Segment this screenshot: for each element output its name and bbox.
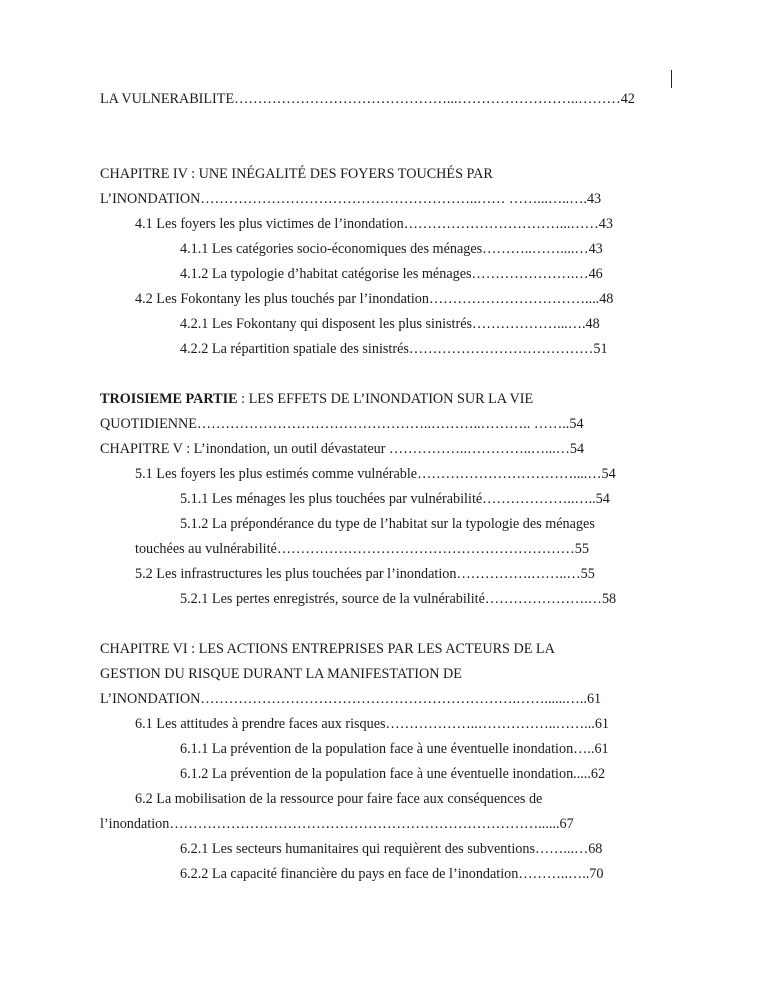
toc-chapter-6-title-cont-1: GESTION DU RISQUE DURANT LA MANIFESTATION DE: [100, 666, 462, 682]
toc-section-4-2: 4.2 Les Fokontany les plus touchés par l’inondation……………………………....48: [135, 291, 614, 307]
toc-section-5-1: 5.1 Les foyers les plus estimés comme vulnérable……………………………....…54: [135, 466, 616, 482]
toc-entry-la-vulnerabilite: LA VULNERABILITE………………………………………...……………………..………42: [100, 91, 635, 107]
toc-chapter-4-title: CHAPITRE IV : UNE INÉGALITÉ DES FOYERS TOUCHÉS PAR: [100, 166, 493, 182]
toc-part-3-label: TROISIEME PARTIE: [100, 391, 238, 407]
toc-part-3-title-cont: QUOTIDIENNE…………………………………………..………..……….. ……..54: [100, 416, 584, 432]
toc-section-5-2: 5.2 Les infrastructures les plus touchées par l’inondation…………….……..…55: [135, 566, 595, 582]
toc-subsection-6-2-1: 6.2.1 Les secteurs humanitaires qui requièrent des subventions……...…68: [180, 841, 603, 857]
toc-subsection-4-2-1: 4.2.1 Les Fokontany qui disposent les plus sinistrés………………...….48: [180, 316, 600, 332]
toc-subsection-5-1-2: 5.1.2 La prépondérance du type de l’habitat sur la typologie des ménages: [180, 516, 595, 532]
toc-subsection-5-1-2-cont: touchées au vulnérabilité………………………………………………………55: [135, 541, 589, 557]
toc-chapter-5-title: CHAPITRE V : L’inondation, un outil dévastateur ……………..…………..…...…54: [100, 441, 585, 457]
toc-subsection-4-2-2: 4.2.2 La répartition spatiale des sinistrés…………………………………51: [180, 341, 608, 357]
toc-subsection-4-1-2: 4.1.2 La typologie d’habitat catégorise les ménages………………….…46: [180, 266, 603, 282]
toc-subsection-5-1-1: 5.1.1 Les ménages les plus touchées par vulnérabilité………………..…..54: [180, 491, 610, 507]
toc-chapter-6-title-cont-2: L’INONDATION………………………………………………………….……......…..61: [100, 691, 602, 707]
toc-subsection-6-1-1: 6.1.1 La prévention de la population face à une éventuelle inondation…..61: [180, 741, 609, 757]
toc-subsection-6-2-2: 6.2.2 La capacité financière du pays en face de l’inondation………..…..70: [180, 866, 604, 882]
toc-subsection-5-2-1: 5.2.1 Les pertes enregistrés, source de la vulnérabilité………………….…58: [180, 591, 617, 607]
toc-subsection-6-1-2: 6.1.2 La prévention de la population face à une éventuelle inondation.....62: [180, 766, 606, 782]
toc-part-3-title-rest: : LES EFFETS DE L’INONDATION SUR LA VIE: [237, 391, 534, 407]
toc-section-6-2: 6.2 La mobilisation de la ressource pour faire face aux conséquences de: [135, 791, 543, 807]
text-cursor-mark: [671, 70, 672, 88]
toc-section-6-2-cont: l’inondation……………………………………………………………………......67: [100, 816, 574, 832]
toc-part-3-title: [100, 390, 533, 408]
toc-section-4-1: 4.1 Les foyers les plus victimes de l’inondation……………………………...……43: [135, 216, 613, 232]
toc-section-6-1: 6.1 Les attitudes à prendre faces aux risques………………..……………..……...61: [135, 716, 610, 732]
toc-subsection-4-1-1: 4.1.1 Les catégories socio-économiques des ménages………..……....…43: [180, 241, 603, 257]
toc-chapter-4-title-cont: L’INONDATION…………………………………………………..…… ……...…..….43: [100, 191, 602, 207]
toc-chapter-6-title: CHAPITRE VI : LES ACTIONS ENTREPRISES PAR LES ACTEURS DE LA: [100, 641, 555, 657]
